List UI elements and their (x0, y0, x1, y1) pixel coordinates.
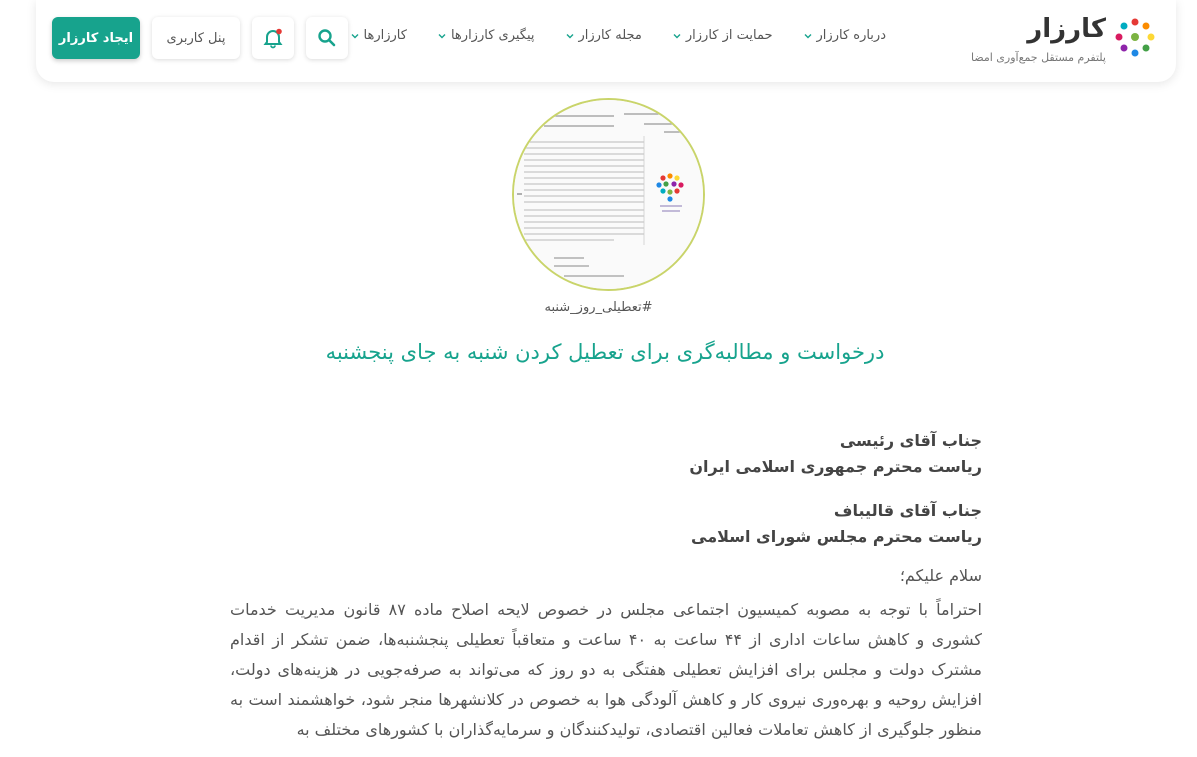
brand-name: کارزار (1027, 14, 1106, 44)
chevron-down-icon (437, 31, 447, 41)
campaign-hashtag[interactable]: #تعطیلی_روز_شنبه (544, 300, 653, 315)
notifications-button[interactable] (252, 17, 294, 59)
nav-item-magazine[interactable] (565, 28, 642, 43)
nav-item-label: حمایت از کارزار (685, 28, 773, 43)
recipient-1-name: جناب آقای رئیسی (839, 431, 982, 450)
brand-logo[interactable] (956, 14, 1156, 70)
search-button[interactable] (306, 17, 348, 59)
body-paragraph: احتراماً با توجه به مصوبه کمیسیون اجتماعی مجلس در خصوص لایحه اصلاح ماده ۸۷ قانون مدیریت خدمات کشوری و کاهش ساعات اداری از ۴۴ ساعت به ۴۰ ساعت و متعاقباً تعطیلی پنجشنبه‌ها، ضمن تشکر از اقدام مشترک دولت و مجلس برای افزایش تعطیلی هفتگی به دو روز که می‌تواند به صرفه‌جویی در هزینه‌های دولت، افزایش روحیه و بهره‌وری نیروی کار و کاهش آلودگی هوا به خصوص در کلانشهرها منجر شود، خواهشمند است به منظور جلوگیری از کاهش تعاملات فعالین اقتصادی، تولیدکنندگان و سرمایه‌گذاران با کشورهای مختلف به (230, 600, 983, 739)
user-panel-button[interactable]: پنل کاربری (152, 17, 240, 59)
chevron-down-icon (350, 31, 360, 41)
recipient-1-title: ریاست محترم جمهوری اسلامی ایران (689, 457, 982, 476)
campaign-title: درخواست و مطالبه‌گری برای تعطیل کردن شنبه به جای پنجشنبه (325, 340, 885, 364)
search-icon (317, 28, 337, 48)
recipient-2-title: ریاست محترم مجلس شورای اسلامی (691, 527, 982, 546)
chevron-down-icon (803, 31, 813, 41)
chevron-down-icon (672, 31, 682, 41)
letter-scan-image (514, 100, 703, 289)
nav-item-support[interactable] (672, 28, 773, 43)
campaign-document-image[interactable] (512, 98, 705, 291)
create-campaign-button[interactable]: ایجاد کارزار (52, 17, 140, 59)
chevron-down-icon (565, 31, 575, 41)
nav-item-label: پیگیری کارزارها (450, 28, 535, 43)
nav-item-about[interactable] (803, 28, 886, 43)
brand-tagline: پلتفرم مستقل جمع‌آوری امضا (970, 51, 1106, 64)
bell-icon (262, 27, 284, 49)
nav-item-followup[interactable] (437, 28, 535, 43)
main-menu (350, 28, 886, 43)
campaign-body (230, 428, 982, 745)
nav-item-campaigns[interactable] (350, 28, 407, 43)
nav-item-label: درباره کارزار (816, 28, 886, 43)
recipient-2-name: جناب آقای قالیباف (833, 501, 982, 520)
nav-item-label: کارزارها (363, 28, 407, 43)
greeting: سلام علیکم؛ (899, 566, 982, 585)
nav-item-label: مجله کارزار (578, 28, 642, 43)
top-navbar (36, 0, 1176, 82)
spacer (230, 480, 982, 498)
logo-dots-icon (1114, 16, 1156, 58)
